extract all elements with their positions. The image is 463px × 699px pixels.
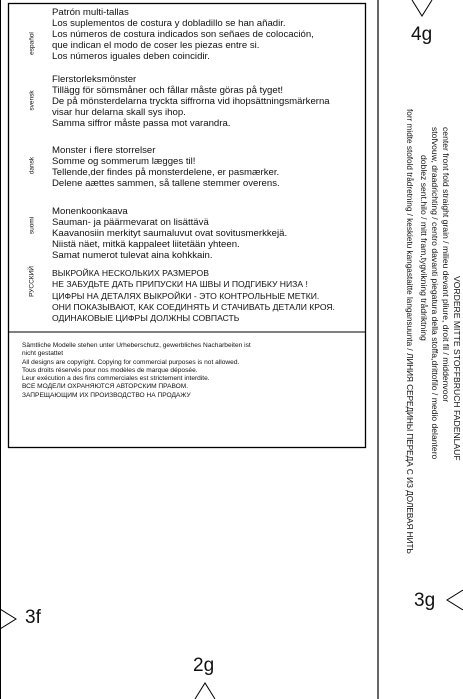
copyright-line: Sämtliche Modelle stehen unter Urheberschutz, gewerbliches Nacharbeiten ist — [22, 342, 251, 349]
lang-text — [52, 75, 352, 130]
text-line: ОНИ ПОКАЗЫВАЮТ, КАК СОЕДИНЯТЬ И СТАЧИВАТЬ ДЕТАЛИ КРОЯ. — [52, 301, 335, 312]
lang-text — [52, 146, 352, 190]
copyright-line: ВСЕ МОДЕЛИ ОХРАНЯЮТСЯ АВТОРСКИМ ПРАВОМ. — [22, 383, 189, 391]
notch-right — [447, 590, 463, 610]
text-line: Monenkoonkaava — [52, 206, 128, 217]
copyright-line: nicht gestattet — [22, 350, 64, 358]
copyright-line: Leur exécution a des fins commerciales est strictement interdite. — [22, 375, 210, 383]
text-line: Los números de costura indicados son señaes de colocación, — [52, 28, 314, 40]
copyright-line: All designs are copyright. Copying for commercial purposes is not allowed. — [22, 358, 240, 366]
text-line: Somme og sommerum lægges til! — [52, 155, 196, 167]
copyright-line: Tous droits réservés pour nos modèles de marque déposée. — [22, 366, 198, 374]
lang-label: dansk — [28, 156, 36, 175]
grainline-line: doblez sent.hilo / mitt fram,tygvikning trådriktning — [419, 155, 429, 341]
text-line: Tillägg för sömsmåner och fållar måste göras på tyget! — [52, 84, 284, 96]
text-line: Los números iguales deben coincidir. — [52, 50, 210, 62]
text-line: Samma siffror måste passa mot varandra. — [52, 117, 231, 129]
text-line: НЕ ЗАБУДЬТЕ ДАТЬ ПРИПУСКИ НА ШВЫ И ПОДГИБКУ НИЗА ! — [52, 279, 308, 290]
notch-left — [0, 609, 16, 629]
lang-text — [52, 207, 352, 262]
copyright-line: ЗАПРЕЩАЮЩИМ ИХ ПРОИЗВОДСТВО НА ПРОДАЖУ — [22, 391, 191, 399]
text-line: Samat numerot tulevat aina kohkkain. — [52, 249, 213, 261]
notch-bottom — [195, 683, 215, 699]
lang-label: svensk — [28, 90, 36, 111]
grainline-line: stofvouw, draadrichting / centro davanti piegatura della stoffa,drittofilo / medio delantero — [430, 127, 440, 460]
lang-text — [52, 268, 352, 324]
text-line: Kaavanosiin merkityt saumaluvut ovat sovitusmerkkejä. — [52, 227, 288, 239]
lang-text — [52, 8, 352, 63]
text-line: De på mönsterdelarna tryckta siffrorna vid ihopsättningsmärkerna — [52, 95, 330, 107]
text-line: Flerstorleksmönster — [52, 74, 137, 85]
mark-4g: 4g — [411, 24, 433, 45]
mark-3g: 3g — [414, 590, 436, 611]
lang-label: suomi — [28, 216, 36, 235]
grainline-line: center front fold straight grain / milieu devant pliure, droit fil / middenvoor — [441, 127, 451, 403]
text-line: Delene aættes sammen, så tallene stemmer overens. — [52, 177, 280, 189]
text-line: Niistä näet, mitkä kappaleet liitetään yhteen. — [52, 238, 240, 250]
text-line: Monster i flere storrelser — [52, 145, 156, 156]
text-line: Patrón multi-tallas — [52, 7, 129, 18]
text-line: Sauman- ja päärmevarat on lisättävä — [52, 216, 209, 228]
lang-label: РУССКИЙ — [28, 266, 36, 297]
lang-label: español — [28, 32, 36, 55]
grainline-line: forr midte stofold trådretning / keskietu kangastaitte langansuunta / ЛИНИЯ СЕРЕДИНЫ ПЕРЕДА С ИЗ ДОЛЕВАЯ НИТЬ — [405, 109, 414, 554]
text-line: Los suplementos de costura y dobladillo se han añadir. — [52, 17, 286, 29]
text-line: que indican el modo de coser les piezas entre si. — [52, 39, 260, 51]
copyright-notice — [22, 342, 352, 400]
mark-2g: 2g — [193, 655, 215, 676]
text-line: ОДИНАКОВЫЕ ЦИФРЫ ДОЛЖНЫ СОВПАСТЬ — [52, 313, 240, 324]
text-line: ВЫКРОЙКА НЕСКОЛЬКИХ РАЗМЕРОВ — [52, 268, 209, 278]
notch-top-right — [412, 0, 432, 16]
text-line: Tellende,der findes på monsterdelene, er pasmærker. — [52, 166, 280, 178]
text-line: visar hur delarna skall sys ihop. — [52, 106, 186, 118]
text-line: ЦИФРЫ НА ДЕТАЛЯХ ВЫКРОЙКИ - ЭТО КОНТРОЛЬНЫЕ МЕТКИ. — [52, 290, 320, 301]
mark-3f: 3f — [25, 607, 41, 628]
grainline-line: VORDERE MITTE STOFFBRUCH FADENLAUF — [452, 276, 462, 461]
